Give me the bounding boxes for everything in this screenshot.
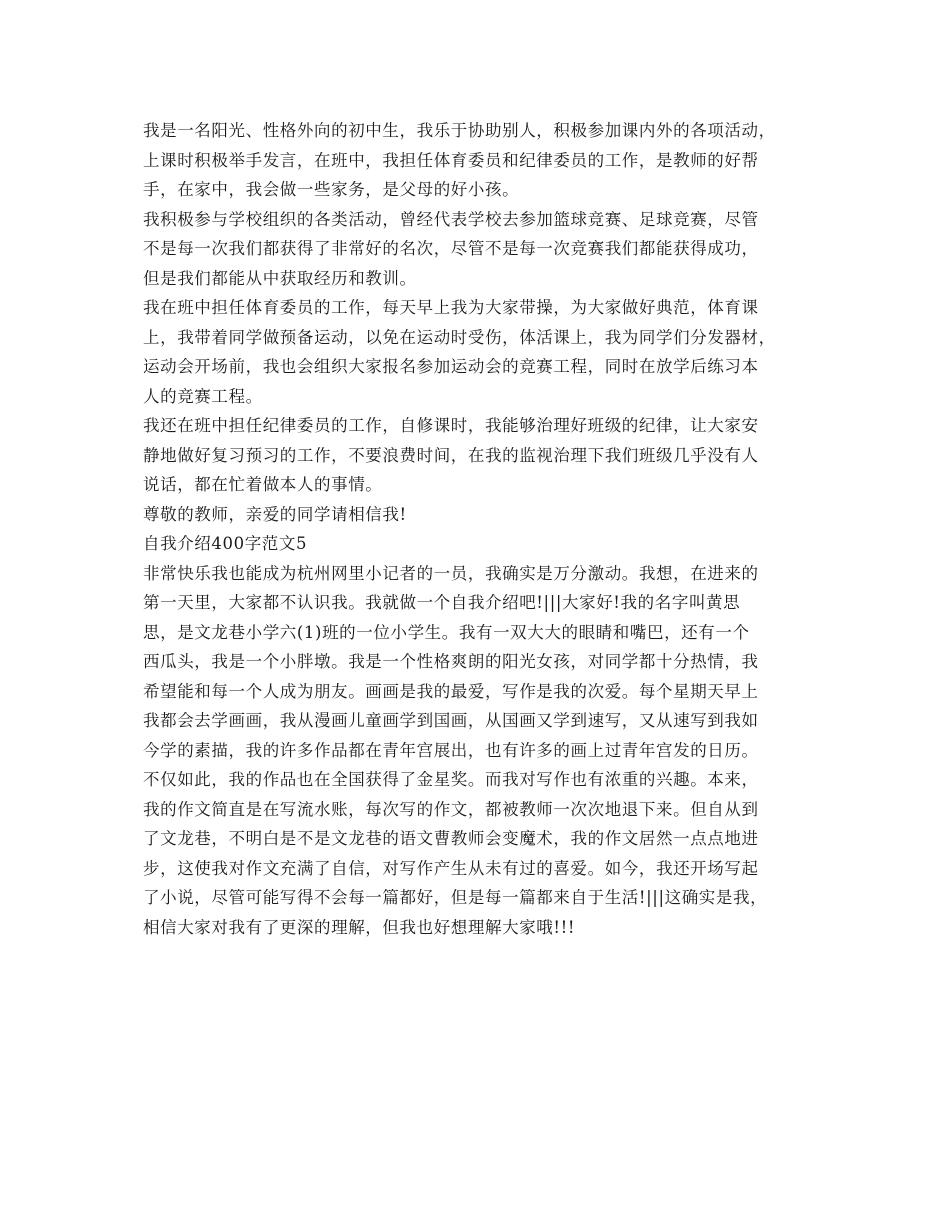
text-line: 今学的素描，我的许多作品都在青年宫展出，也有许多的画上过青年宫发的日历。 — [143, 740, 759, 760]
text-line: 但是我们都能从中获取经历和教训。 — [143, 268, 417, 288]
text-line: 相信大家对我有了更深的理解，但我也好想理解大家哦!!! — [143, 917, 576, 937]
text-line: 人的竞赛工程。 — [143, 386, 263, 406]
text-line: 手，在家中，我会做一些家务，是父母的好小孩。 — [143, 180, 520, 199]
text-line: 运动会开场前，我也会组织大家报名参加运动会的竞赛工程，同时在放学后练习本 — [143, 357, 759, 376]
text-line: 了小说，尽管可能写得不会每一篇都好，但是每一篇都来自于生活!|||这确实是我， — [143, 888, 768, 907]
text-line: 第一天里，大家都不认识我。我就做一个自我介绍吧!|||大家好!我的名字叫黄思 — [143, 593, 741, 612]
text-line: 我的作文简直是在写流水账，每次写的作文，都被教师一次次地退下来。但自从到 — [143, 799, 759, 819]
text-line: 我在班中担任体育委员的工作，每天早上我为大家带操，为大家做好典范，体育课 — [143, 298, 759, 317]
text-line: 我积极参与学校组织的各类活动，曾经代表学校去参加篮球竞赛、足球竞赛，尽管 — [143, 209, 759, 229]
text-line: 非常快乐我也能成为杭州网里小记者的一员，我确实是万分激动。我想，在进来的 — [143, 563, 759, 583]
text-line: 希望能和每一个人成为朋友。画画是我的最爱，写作是我的次爱。每个星期天早上 — [143, 681, 759, 701]
text-line: 步，这使我对作文充满了自信，对写作产生从未有过的喜爱。如今，我还开场写起 — [143, 858, 759, 878]
text-line: 我还在班中担任纪律委员的工作，自修课时，我能够治理好班级的纪律，让大家安 — [143, 416, 759, 435]
section-heading: 自我介绍400字范文5 — [143, 534, 308, 553]
text-line: 思，是文龙巷小学六(1)班的一位小学生。我有一双大大的眼睛和嘴巴，还有一个 — [143, 622, 750, 642]
text-line: 上，我带着同学做预备运动，以免在运动时受伤，体活课上，我为同学们分发器材， — [143, 327, 776, 347]
text-line: 了文龙巷，不明白是不是文龙巷的语文曹教师会变魔术，我的作文居然一点点地进 — [143, 829, 759, 848]
document-body — [143, 116, 843, 942]
text-line: 说话，都在忙着做本人的事情。 — [143, 475, 383, 494]
text-line: 我是一名阳光、性格外向的初中生，我乐于协助别人，积极参加课内外的各项活动， — [143, 121, 776, 140]
text-line: 不是每一次我们都获得了非常好的名次，尽管不是每一次竞赛我们都能获得成功， — [143, 239, 759, 258]
text-line: 尊敬的教师，亲爱的同学请相信我! — [143, 504, 407, 524]
text-line: 西瓜头，我是一个小胖墩。我是一个性格爽朗的阳光女孩，对同学都十分热情，我 — [143, 652, 759, 671]
text-line: 上课时积极举手发言，在班中，我担任体育委员和纪律委员的工作，是教师的好帮 — [143, 150, 759, 170]
text-line: 不仅如此，我的作品也在全国获得了金星奖。而我对写作也有浓重的兴趣。本来， — [143, 770, 759, 789]
text-line: 我都会去学画画，我从漫画儿童画学到国画，从国画又学到速写，又从速写到我如 — [143, 711, 759, 730]
text-line: 静地做好复习预习的工作，不要浪费时间，在我的监视治理下我们班级几乎没有人 — [143, 445, 759, 465]
